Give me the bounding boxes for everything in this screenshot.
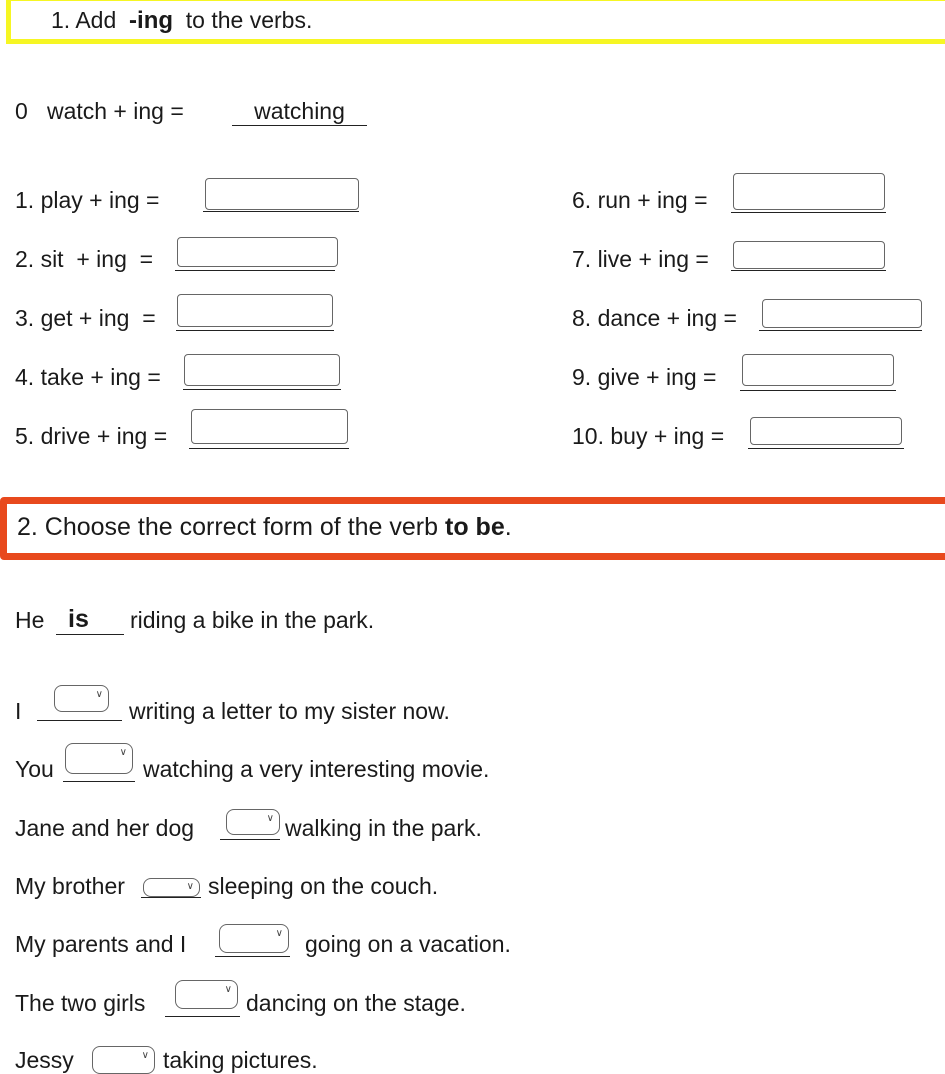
s2-sentence-7-dropdown[interactable]	[92, 1046, 155, 1074]
item-6-label: 6. run + ing =	[572, 187, 708, 213]
item-3-input[interactable]	[177, 294, 333, 327]
s2-sentence-2-after: watching a very interesting movie.	[143, 756, 490, 782]
s2-sentence-5-dropdown[interactable]	[219, 924, 289, 953]
item-2-label: 2. sit + ing =	[15, 246, 154, 272]
item-4-input[interactable]	[184, 354, 340, 386]
chevron-down-icon: ∨	[141, 1050, 149, 1061]
chevron-down-icon: ∨	[95, 689, 103, 700]
item-10-label: 10. buy + ing =	[572, 423, 725, 449]
s2-sentence-1-before: I	[15, 698, 22, 724]
s2-sentence-3-before: Jane and her dog	[15, 815, 195, 841]
item-9-label: 9. give + ing =	[572, 364, 717, 390]
section2-suffix: .	[504, 513, 512, 541]
s2-sentence-6-dropdown[interactable]	[175, 980, 238, 1009]
section1-number: 1.	[51, 7, 71, 33]
item-7-label: 7. live + ing =	[572, 246, 709, 272]
s2-sentence-4-before: My brother	[15, 873, 125, 899]
s2-sentence-3-after: walking in the park.	[285, 815, 482, 841]
s2-sentence-2-dropdown[interactable]	[65, 743, 133, 774]
item-5-input[interactable]	[191, 409, 348, 444]
s2-example-after: riding a bike in the park.	[130, 607, 375, 633]
item-5-label: 5. drive + ing =	[15, 423, 168, 449]
item-10-input[interactable]	[750, 417, 902, 445]
s2-sentence-5-before: My parents and I	[15, 931, 187, 957]
s2-sentence-1-dropdown[interactable]	[54, 685, 109, 712]
item-8-label: 8. dance + ing =	[572, 305, 737, 331]
section2-title	[17, 513, 512, 542]
s2-sentence-4-after: sleeping on the couch.	[208, 873, 439, 899]
chevron-down-icon: ∨	[224, 984, 232, 995]
section2-bold: to be	[445, 513, 505, 541]
s2-sentence-6-after: dancing on the stage.	[246, 990, 466, 1016]
example-answer	[232, 98, 367, 126]
s2-sentence-4-dropdown[interactable]	[143, 878, 200, 897]
item-1-label: 1. play + ing =	[15, 187, 160, 213]
section1-header	[6, 0, 945, 44]
chevron-down-icon: ∨	[186, 881, 194, 892]
section1-suffix: to the verbs.	[185, 7, 313, 33]
s2-sentence-3-dropdown[interactable]	[226, 809, 280, 835]
item-4-label: 4. take + ing =	[15, 364, 161, 390]
example-text: 0 watch + ing =	[15, 98, 184, 124]
item-7-input[interactable]	[733, 241, 885, 269]
section1-prefix: Add	[75, 7, 117, 33]
example-answer-text: watching	[254, 98, 345, 124]
example-row	[15, 98, 184, 125]
item-1-input[interactable]	[205, 178, 359, 210]
s2-sentence-7-after: taking pictures.	[163, 1047, 318, 1073]
chevron-down-icon: ∨	[266, 813, 274, 824]
section2-prefix: 2. Choose the correct form of the verb	[17, 513, 439, 541]
chevron-down-icon: ∨	[275, 928, 283, 939]
item-2-input[interactable]	[177, 237, 338, 267]
s2-sentence-1-after: writing a letter to my sister now.	[129, 698, 450, 724]
s2-sentence-6-before: The two girls	[15, 990, 146, 1016]
s2-sentence-5-after: going on a vacation.	[305, 931, 511, 957]
item-8-input[interactable]	[762, 299, 922, 328]
s2-example-answer: is	[56, 605, 124, 635]
section1-title	[51, 7, 312, 35]
item-3-label: 3. get + ing =	[15, 305, 156, 331]
item-6-input[interactable]	[733, 173, 885, 210]
s2-sentence-7-before: Jessy	[15, 1047, 74, 1073]
chevron-down-icon: ∨	[119, 747, 127, 758]
s2-example-before: He	[15, 607, 45, 633]
item-9-input[interactable]	[742, 354, 894, 386]
section1-bold: -ing	[129, 7, 174, 34]
section2-header	[0, 497, 945, 560]
s2-sentence-2-before: You	[15, 756, 54, 782]
